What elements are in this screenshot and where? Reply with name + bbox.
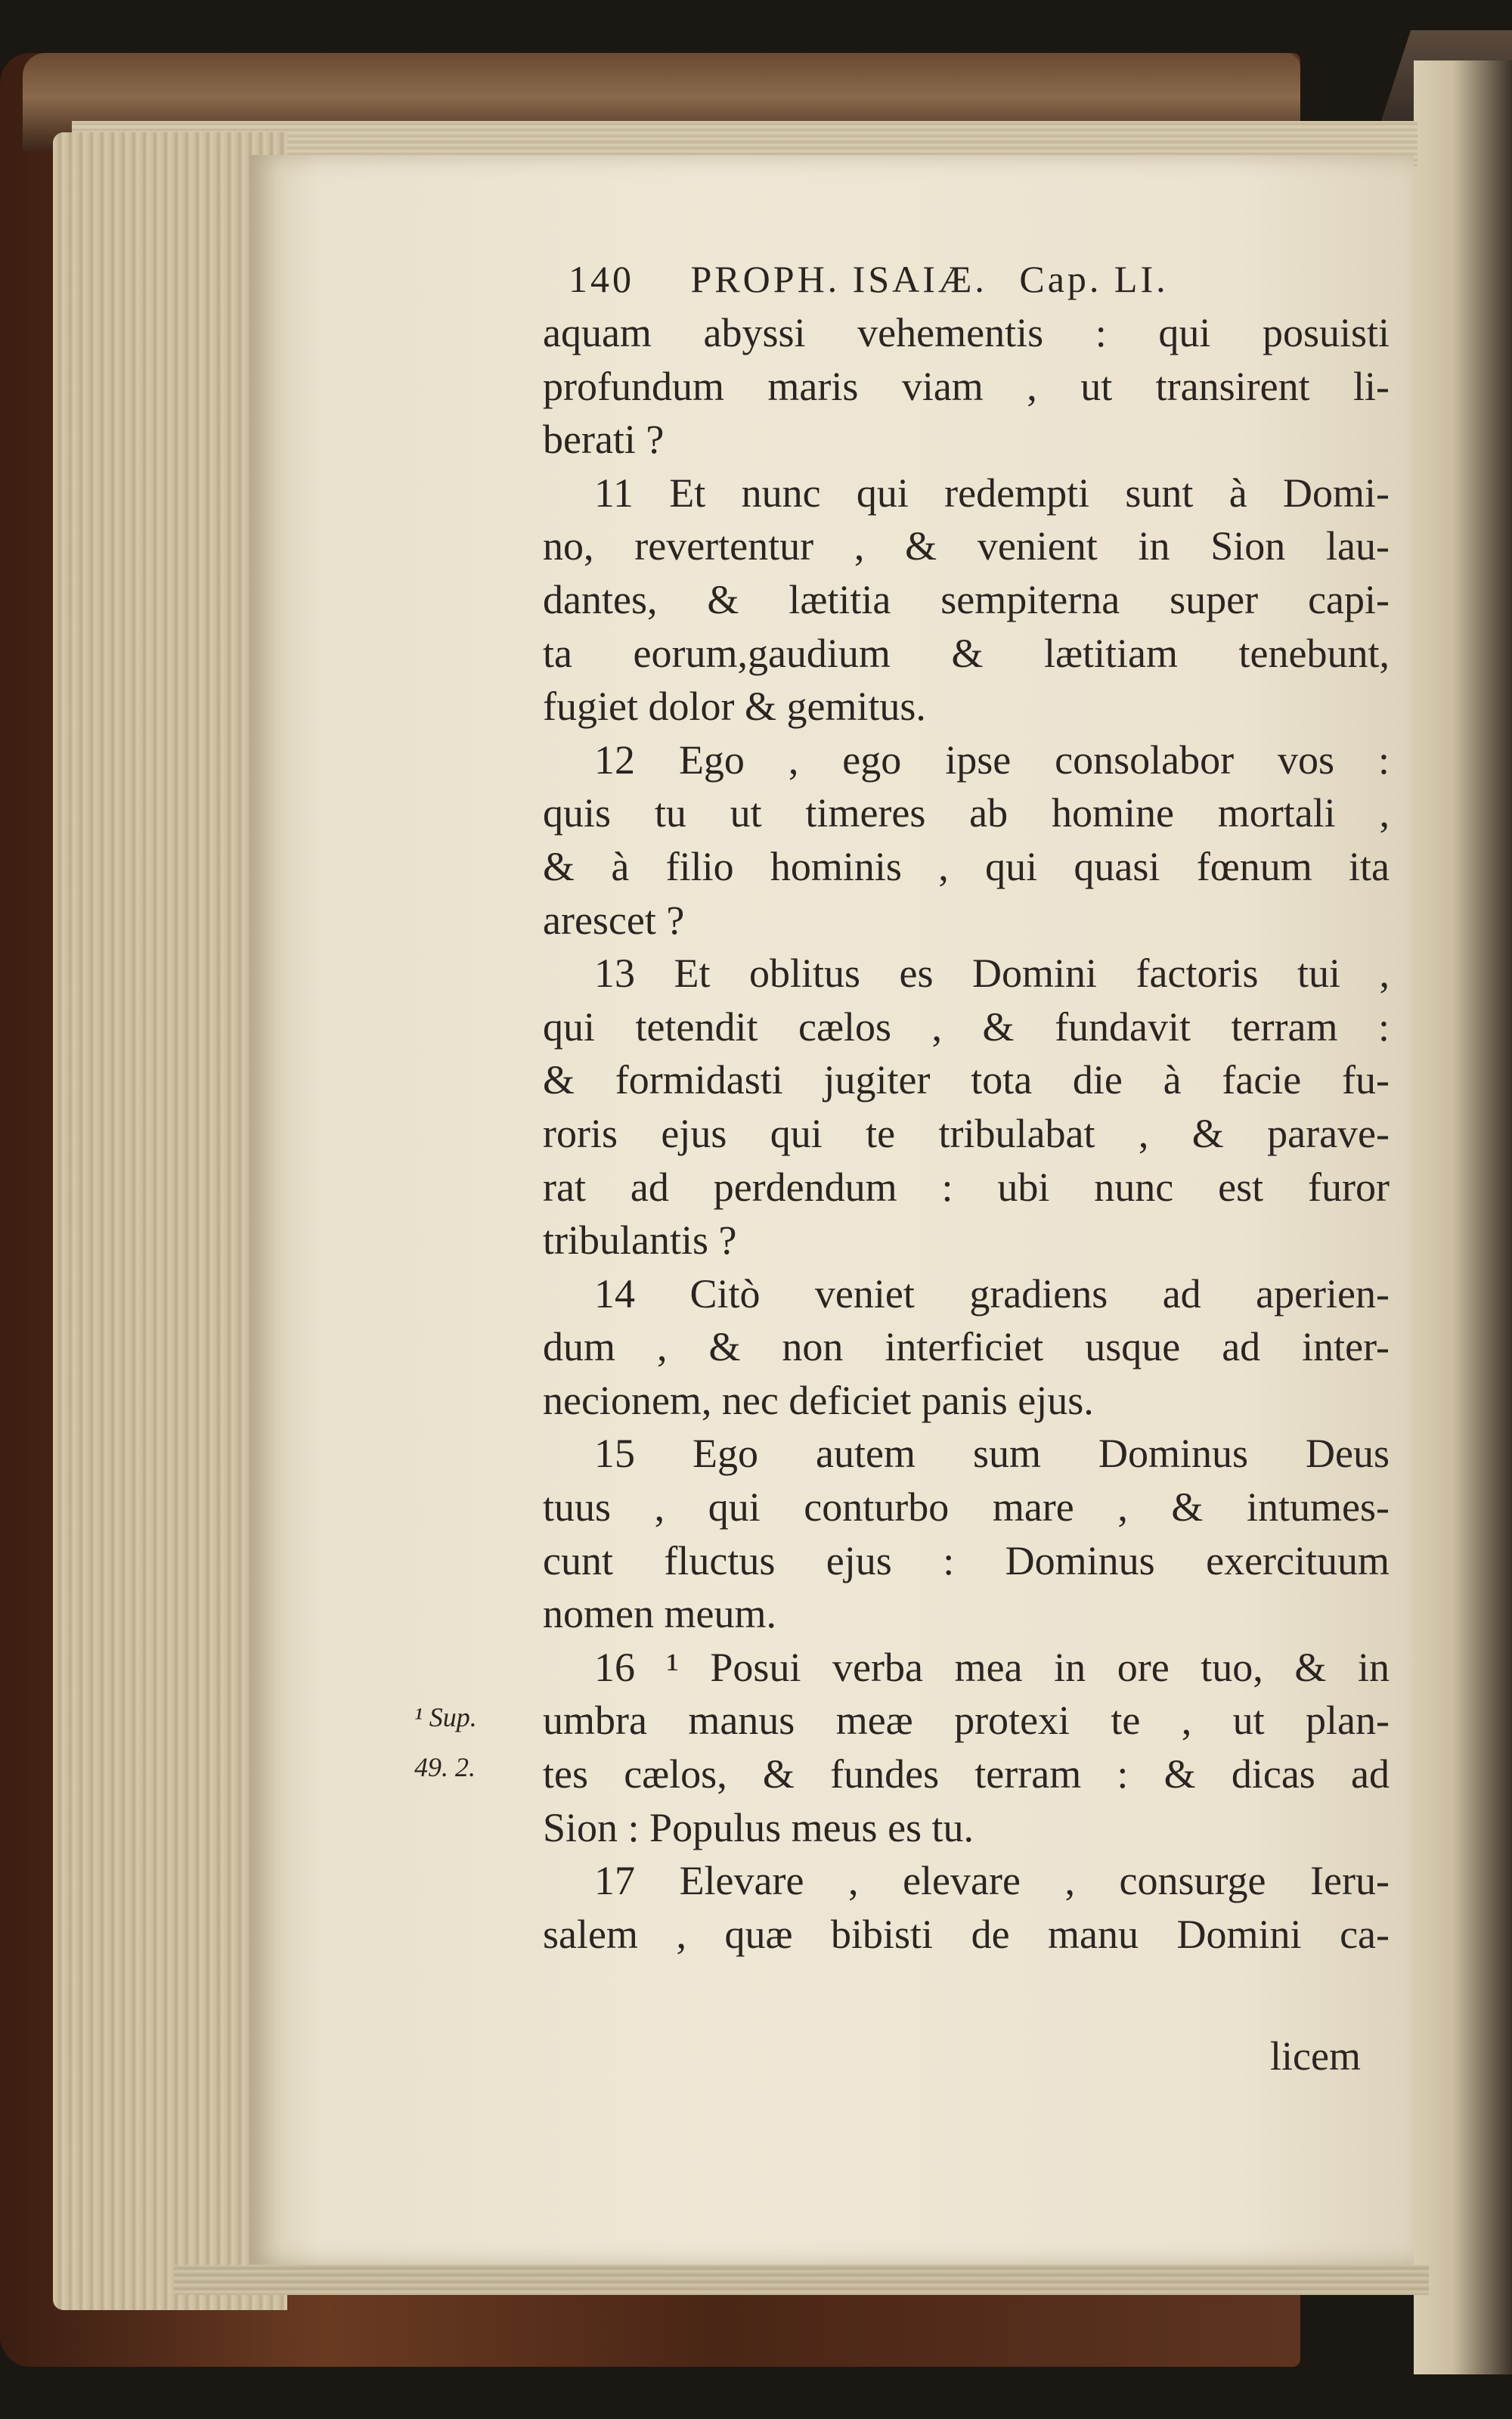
text-line: dantes, & lætitia sempiterna super capi- [543, 576, 1390, 622]
verse-15-line: 15 Ego autem sum Dominus Deus [594, 1431, 1390, 1477]
margin-note [414, 1692, 535, 1792]
margin-note-verse: 49. 2. [414, 1752, 476, 1782]
text-line: & formidasti jugiter tota die à facie fu- [543, 1057, 1390, 1103]
text-line: tuus , qui conturbo mare , & intumes- [543, 1484, 1390, 1530]
page-stack-bottom [174, 2265, 1429, 2295]
text-line: rat ad perdendum : ubi nunc est furor [543, 1164, 1390, 1210]
facing-page-edge [1414, 60, 1512, 2374]
text-line: fugiet dolor & gemitus. [543, 684, 926, 730]
text-line: profundum maris viam , ut transirent li- [543, 363, 1390, 409]
verse-11-line: 11 Et nunc qui redempti sunt à Domi- [594, 470, 1390, 516]
verse-12-line: 12 Ego , ego ipse consolabor vos : [594, 737, 1390, 783]
verse-14-line: 14 Citò veniet gradiens ad aperien- [594, 1270, 1390, 1316]
running-header [569, 257, 1340, 301]
margin-note-ref: ¹ Sup. [414, 1702, 477, 1732]
text-line: qui tetendit cælos , & fundavit terram : [543, 1003, 1390, 1050]
text-line: dum , & non interficiet usque ad inter- [543, 1324, 1390, 1370]
text-line: berati ? [543, 417, 665, 463]
verse-17-line: 17 Elevare , elevare , consurge Ieru- [594, 1858, 1390, 1904]
catchword: licem [1270, 2033, 1361, 2079]
text-line: umbra manus meæ protexi te , ut plan- [543, 1698, 1390, 1744]
text-line: no, revertentur , & venient in Sion lau- [543, 523, 1390, 569]
verse-13-line: 13 Et oblitus es Domini factoris tui , [594, 951, 1390, 997]
body-text [543, 306, 1390, 1961]
text-line: salem , quæ bibisti de manu Domini ca- [543, 1911, 1390, 1957]
running-title: PROPH. ISAIÆ. [690, 258, 987, 300]
text-line: arescet ? [543, 897, 685, 943]
text-line: nomen meum. [543, 1591, 776, 1637]
page-number: 140 [569, 258, 634, 300]
text-line: Sion : Populus meus es tu. [543, 1804, 974, 1850]
text-line: quis tu ut timeres ab homine mortali , [543, 790, 1390, 836]
text-line: ta eorum,gaudium & lætitiam tenebunt, [543, 630, 1390, 676]
verse-16-line: 16 ¹ Posui verba mea in ore tuo, & in [594, 1644, 1390, 1690]
text-line: necionem, nec deficiet panis ejus. [543, 1377, 1094, 1423]
text-line: tribulantis ? [543, 1217, 737, 1264]
chapter-label: Cap. LI. [1019, 258, 1169, 300]
text-line: aquam abyssi vehementis : qui posuisti [543, 310, 1390, 355]
text-line: cunt fluctus ejus : Dominus exercituum [543, 1537, 1390, 1583]
text-line: roris ejus qui te tribulabat , & parave- [543, 1110, 1390, 1156]
text-line: & à filio hominis , qui quasi fœnum ita [543, 843, 1390, 889]
text-line: tes cælos, & fundes terram : & dicas ad [543, 1751, 1390, 1797]
